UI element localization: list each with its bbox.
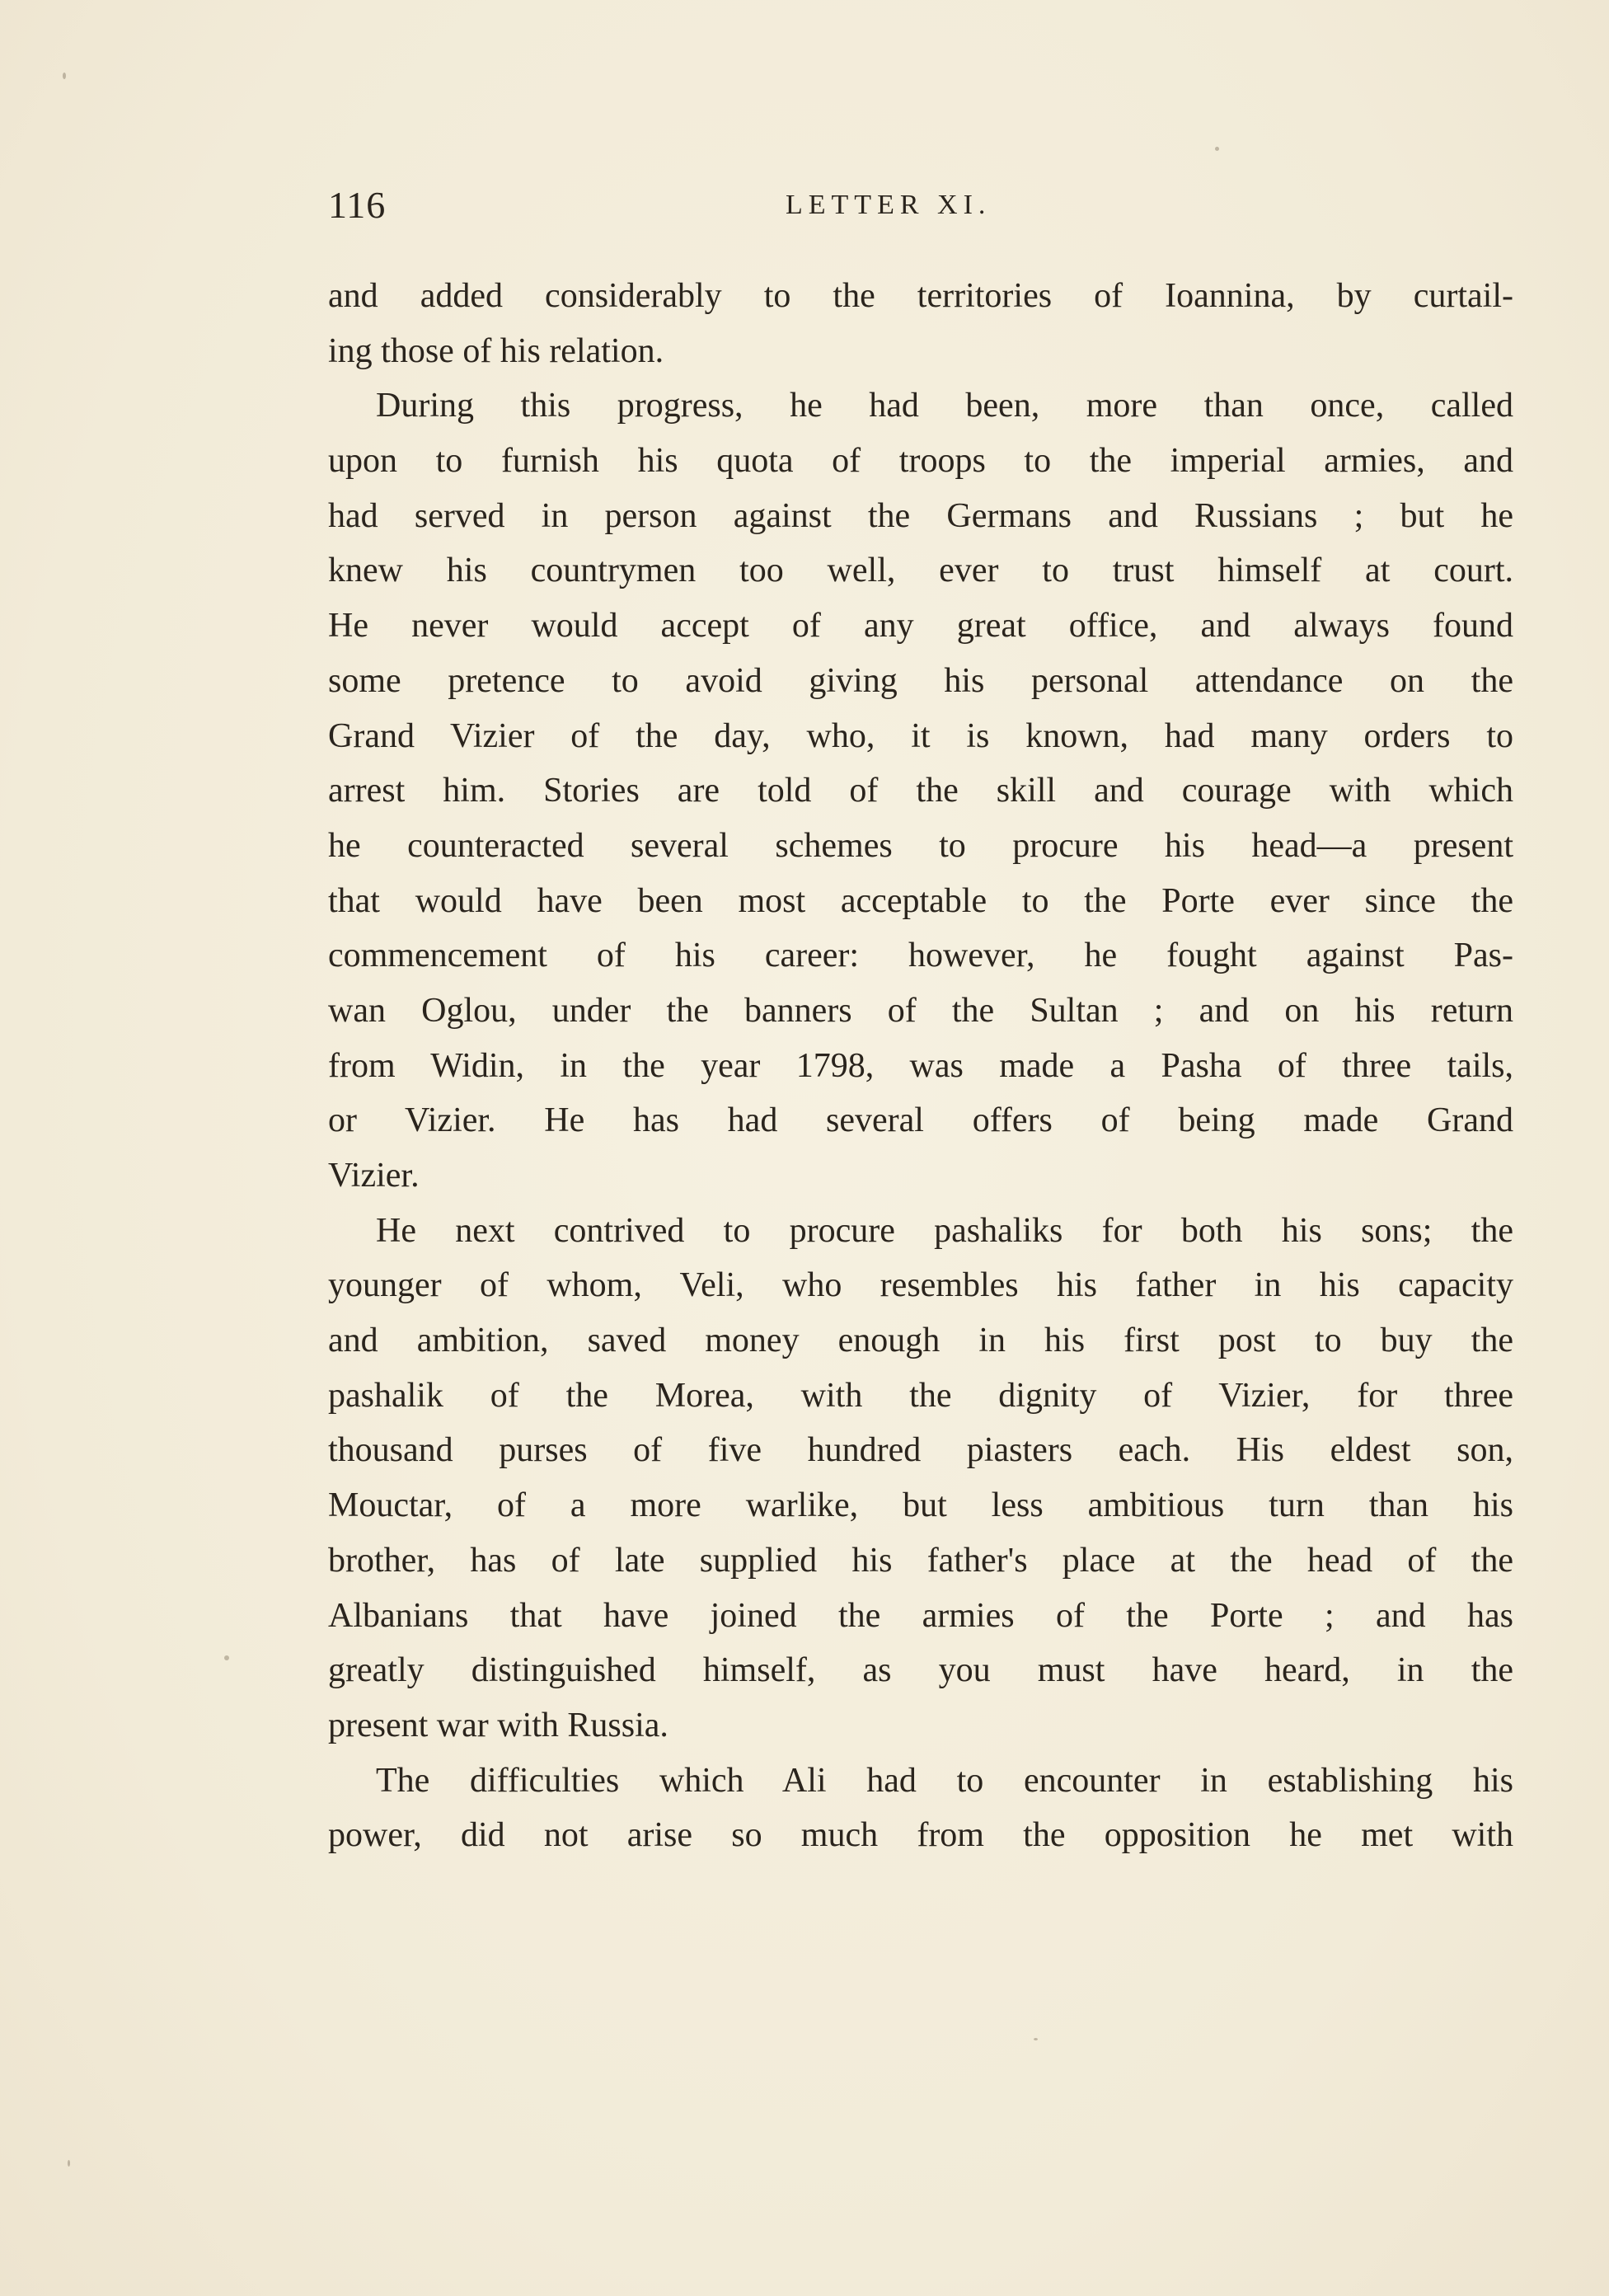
- text-line: brother, has of late supplied his father's place at the head of the: [328, 1541, 1513, 1580]
- page-number: 116: [328, 184, 387, 226]
- text-line: present war with Russia.: [328, 1706, 668, 1744]
- paper-speck: [63, 73, 66, 79]
- text-line: He next contrived to procure pashaliks for both his sons; the: [376, 1211, 1513, 1250]
- text-line: thousand purses of five hundred piasters each. His eldest son,: [328, 1431, 1513, 1470]
- text-line: commencement of his career: however, he fought against Pas-: [328, 937, 1513, 975]
- text-line: some pretence to avoid giving his personal attendance on the: [328, 661, 1513, 700]
- text-line: he counteracted several schemes to procure his head—a present: [328, 826, 1513, 865]
- text-line: Mouctar, of a more warlike, but less ambitious turn than his: [328, 1486, 1513, 1525]
- text-line: arrest him. Stories are told of the skill and courage with which: [328, 772, 1513, 810]
- text-line: that would have been most acceptable to the Porte ever since the: [328, 881, 1513, 920]
- text-line: He never would accept of any great office, and always found: [328, 607, 1513, 646]
- text-line: younger of whom, Veli, who resembles his father in his capacity: [328, 1266, 1513, 1305]
- text-line: power, did not arise so much from the opposition he met with: [328, 1816, 1513, 1855]
- text-line: During this progress, he had been, more than once, called: [376, 387, 1513, 425]
- text-line: or Vizier. He has had several offers of being made Grand: [328, 1101, 1513, 1140]
- text-line: The difficulties which Ali had to encounter in establishing his: [376, 1761, 1513, 1800]
- paper-speck: [1034, 2038, 1038, 2040]
- text-line: Albanians that have joined the armies of the Porte ; and has: [328, 1596, 1513, 1635]
- paper-speck: [224, 1655, 229, 1660]
- text-line: upon to furnish his quota of troops to the imperial armies, and: [328, 442, 1513, 481]
- text-line: wan Oglou, under the banners of the Sultan ; and on his return: [328, 991, 1513, 1030]
- running-title: LETTER XI.: [786, 190, 992, 220]
- text-line: Vizier.: [328, 1157, 420, 1195]
- paper-speck: [68, 2160, 70, 2167]
- text-line: from Widin, in the year 1798, was made a Pasha of three tails,: [328, 1046, 1513, 1085]
- text-line: had served in person against the Germans and Russians ; but he: [328, 496, 1513, 535]
- paper-speck: [1215, 147, 1219, 151]
- text-line: ing those of his relation.: [328, 331, 664, 370]
- page-header: [328, 183, 1515, 241]
- text-line: knew his countrymen too well, ever to trust himself at court.: [328, 552, 1513, 590]
- text-line: pashalik of the Morea, with the dignity of Vizier, for three: [328, 1376, 1513, 1415]
- text-line: and ambition, saved money enough in his first post to buy the: [328, 1322, 1513, 1360]
- text-line: Grand Vizier of the day, who, it is known, had many orders to: [328, 716, 1513, 755]
- text-line: greatly distinguished himself, as you must have heard, in the: [328, 1651, 1513, 1690]
- body-text: [328, 269, 1513, 1863]
- text-line: and added considerably to the territories of Ioannina, by curtail-: [328, 277, 1513, 315]
